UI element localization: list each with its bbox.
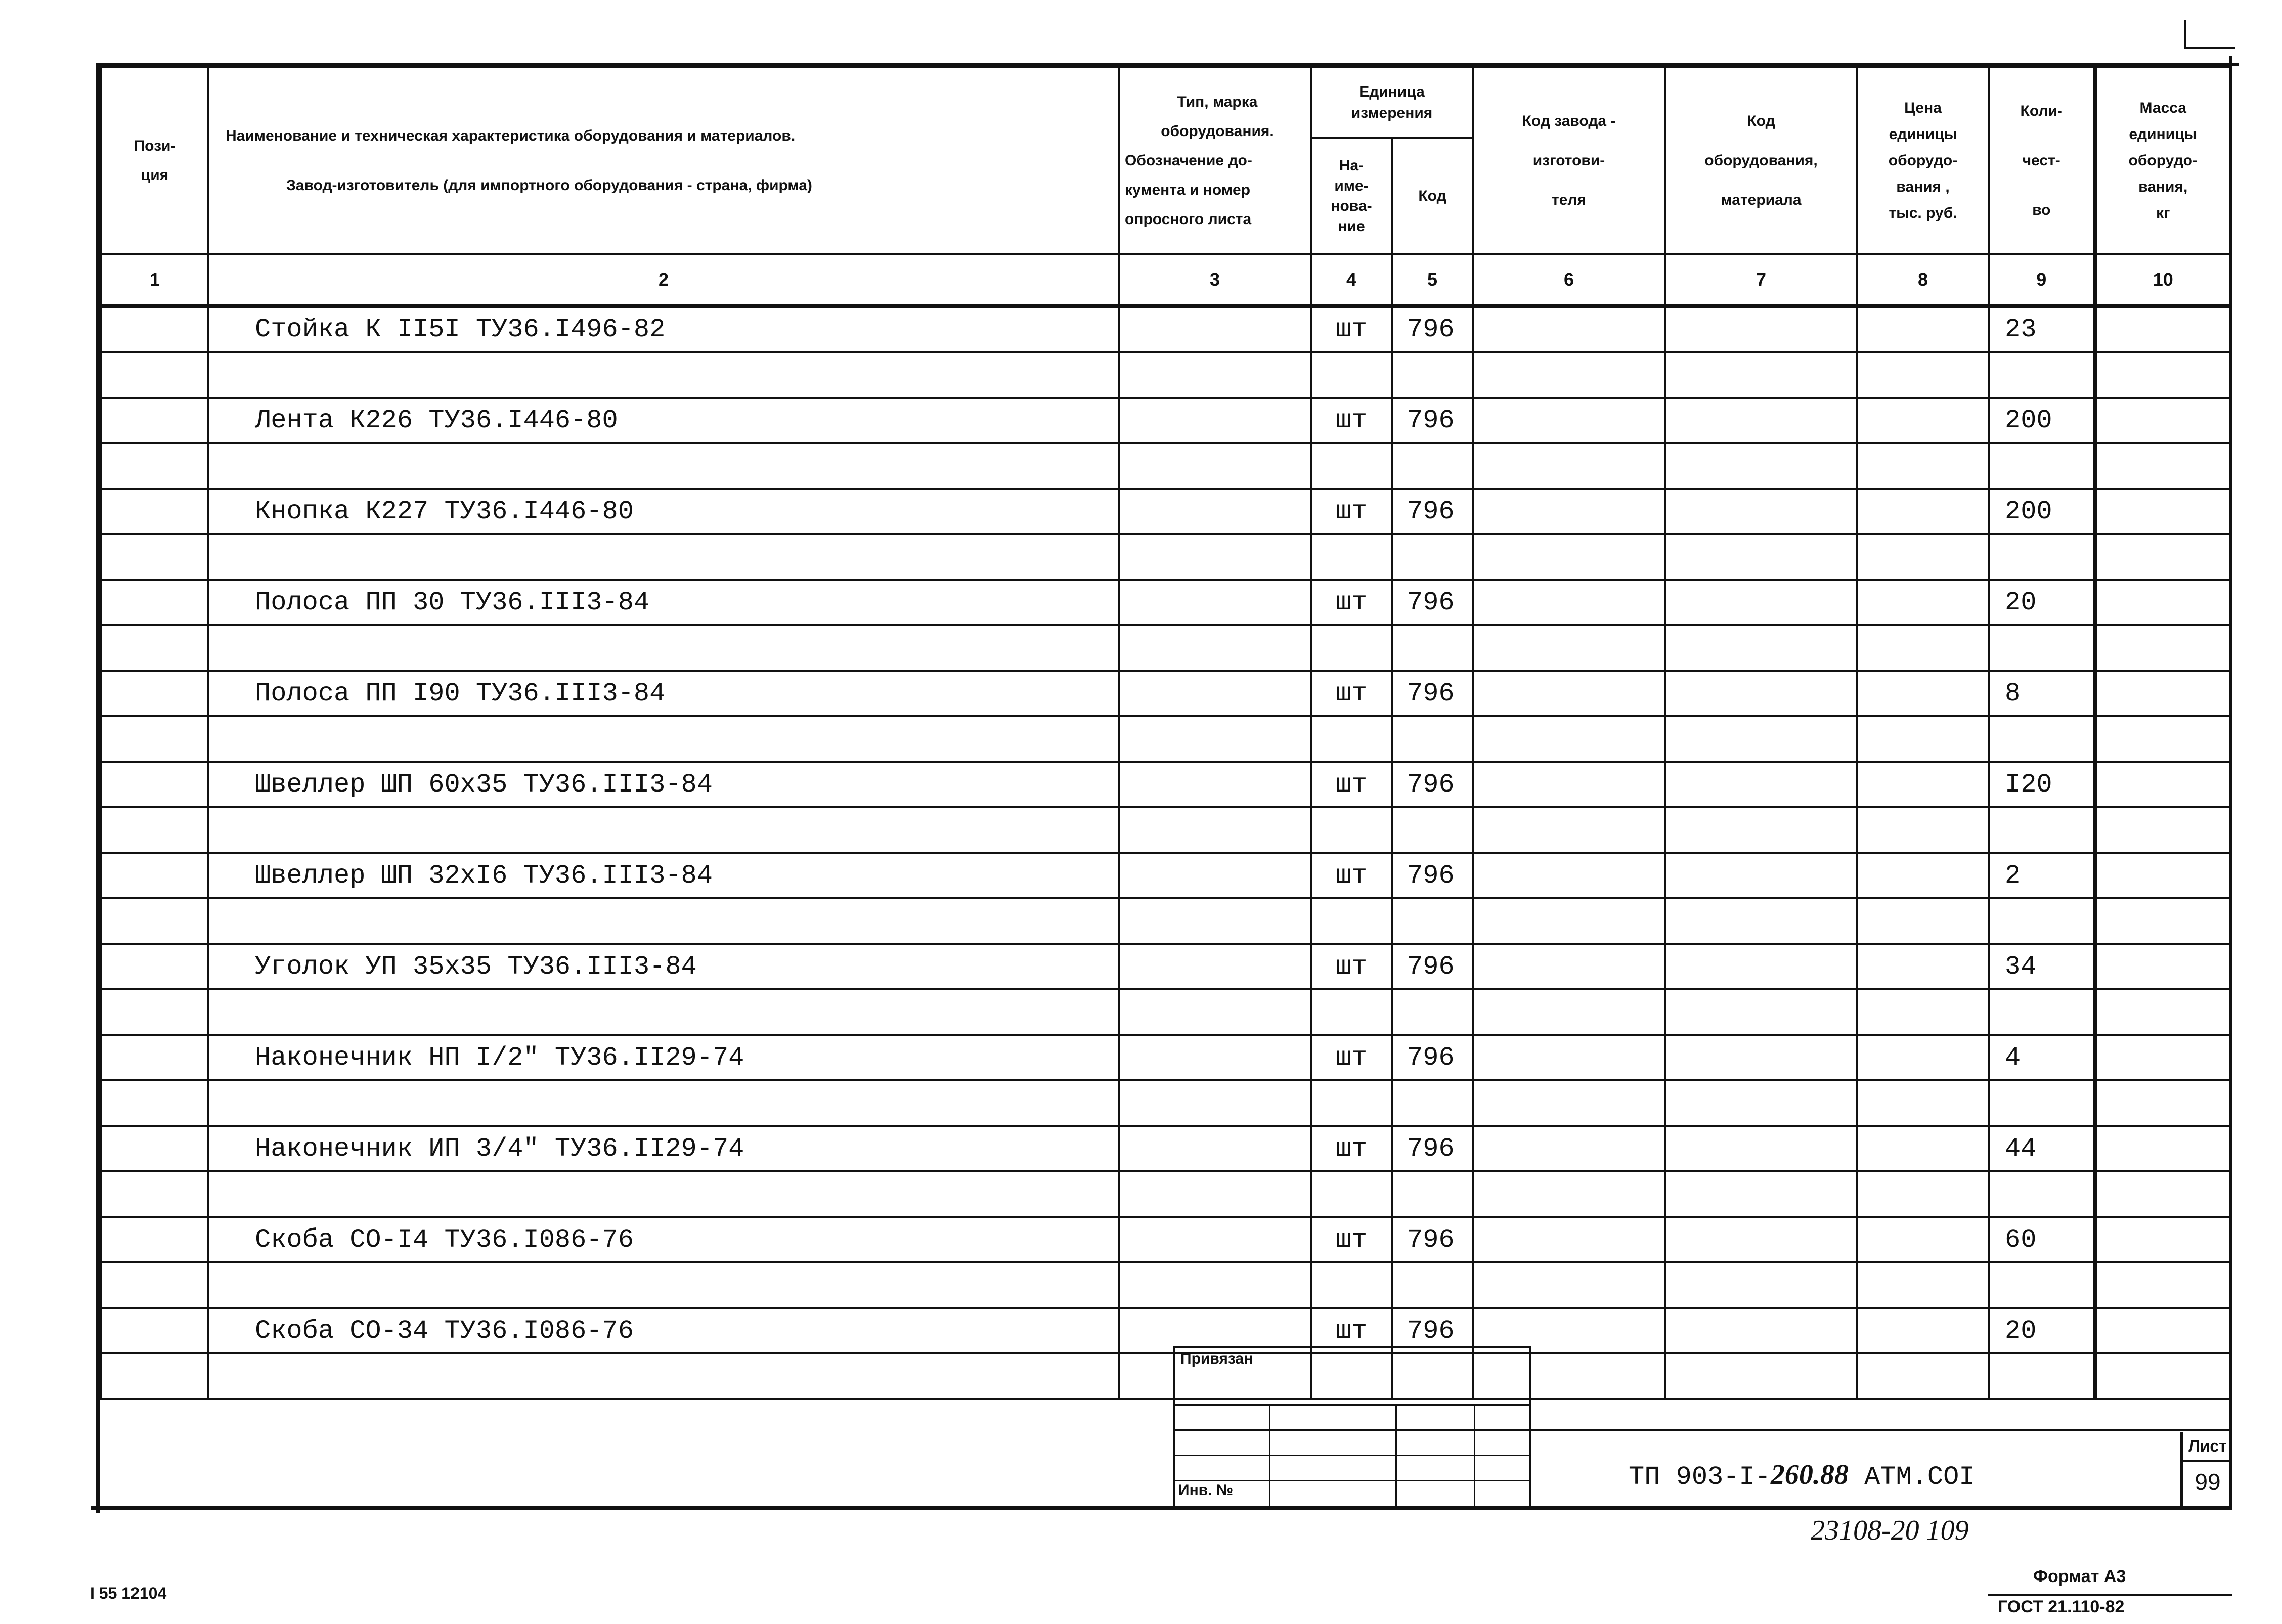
sheet-number: 99 (2195, 1469, 2221, 1495)
table-row (101, 853, 2230, 898)
sheet-label: Лист (2183, 1432, 2232, 1462)
spacer-row (101, 989, 2230, 1035)
table-row (101, 580, 2230, 625)
spacer-row (101, 1080, 2230, 1126)
gost-label: ГОСТ 21.110-82 (1998, 1597, 2125, 1616)
item-unit-code: 796 (1392, 853, 1473, 898)
spacer-row (101, 625, 2230, 671)
item-unit-code: 796 (1392, 1035, 1473, 1080)
header-position: Пози- ция (101, 67, 208, 254)
spacer-row (101, 443, 2230, 489)
item-quantity: 200 (1989, 398, 2095, 443)
item-unit: шт (1311, 762, 1392, 807)
item-unit: шт (1311, 306, 1392, 353)
table-row (101, 1217, 2230, 1262)
table-header (101, 67, 2230, 306)
stamp-inventory-label: Инв. № (1178, 1482, 1234, 1499)
title-block-line (1527, 1429, 2232, 1431)
header-price: Цена единицы оборудо- вания , тыс. руб. (1857, 67, 1989, 254)
item-quantity: 60 (1989, 1217, 2095, 1262)
format-label: Формат А3 (2033, 1567, 2126, 1586)
table-row (101, 489, 2230, 534)
column-number-row: 1 2 3 4 5 6 7 8 9 10 (101, 254, 2230, 306)
stamp-attached-label: Привязан (1180, 1350, 1253, 1367)
item-quantity: 44 (1989, 1126, 2095, 1171)
item-unit: шт (1311, 671, 1392, 716)
item-unit: шт (1311, 1217, 1392, 1262)
item-quantity: 20 (1989, 580, 2095, 625)
item-quantity: 4 (1989, 1035, 2095, 1080)
item-name: Швеллер ШП 32хI6 ТУ36.III3-84 (208, 853, 1119, 898)
spacer-row (101, 716, 2230, 762)
item-name: Уголок УП 35х35 ТУ36.III3-84 (208, 944, 1119, 989)
item-name: Скоба СО-34 ТУ36.I086-76 (208, 1308, 1119, 1353)
item-unit-code: 796 (1392, 671, 1473, 716)
spacer-row (101, 1262, 2230, 1308)
specification-table (100, 66, 2231, 1400)
item-unit: шт (1311, 398, 1392, 443)
item-name: Стойка К II5I ТУ36.I496-82 (208, 306, 1119, 353)
item-unit-code: 796 (1392, 398, 1473, 443)
spacer-row (101, 1171, 2230, 1217)
spacer-row (101, 1353, 2230, 1399)
item-unit-code: 796 (1392, 762, 1473, 807)
archive-number: I 55 12104 (90, 1584, 167, 1602)
spacer-row (101, 898, 2230, 944)
item-quantity: 2 (1989, 853, 2095, 898)
header-unit-name: На- име- нова- ние (1311, 138, 1392, 254)
handwritten-inventory-note: 23108-20 109 (1811, 1515, 1969, 1546)
corner-mark (2184, 20, 2235, 49)
item-name: Наконечник ИП 3/4" ТУ36.II29-74 (208, 1126, 1119, 1171)
spacer-row (101, 352, 2230, 398)
table-row (101, 306, 2230, 353)
item-name: Лента К226 ТУ36.I446-80 (208, 398, 1119, 443)
item-quantity: 23 (1989, 306, 2095, 353)
table-row (101, 1035, 2230, 1080)
header-name: Наименование и техническая характеристика оборудования и материалов. Завод-изготовитель (для импортного оборудования - страна, фирма) (208, 67, 1119, 254)
item-unit-code: 796 (1392, 489, 1473, 534)
item-quantity: 34 (1989, 944, 2095, 989)
header-unit-code: Код (1392, 138, 1473, 254)
header-type: Тип, марка оборудования. Обозначение до- кумента и номер опросного листа (1119, 67, 1311, 254)
item-name: Наконечник НП I/2" ТУ36.II29-74 (208, 1035, 1119, 1080)
item-unit: шт (1311, 1035, 1392, 1080)
item-unit: шт (1311, 1308, 1392, 1353)
item-name: Скоба СО-I4 ТУ36.I086-76 (208, 1217, 1119, 1262)
item-unit-code: 796 (1392, 306, 1473, 353)
header-quantity: Коли- чест- во (1989, 67, 2095, 254)
header-mass: Масса единицы оборудо- вания, кг (2095, 67, 2230, 254)
item-quantity: I20 (1989, 762, 2095, 807)
header-equipment-code: Код оборудования, материала (1665, 67, 1857, 254)
sheet-number-box (2180, 1432, 2232, 1506)
item-unit: шт (1311, 1126, 1392, 1171)
item-unit: шт (1311, 853, 1392, 898)
item-unit-code: 796 (1392, 944, 1473, 989)
header-manufacturer-code: Код завода - изготови- теля (1473, 67, 1665, 254)
item-unit-code: 796 (1392, 1308, 1473, 1353)
item-name: Полоса ПП I90 ТУ36.III3-84 (208, 671, 1119, 716)
document-designation: ТП 903-I-260.88 АТМ.COI (1629, 1459, 1975, 1492)
table-row (101, 671, 2230, 716)
table-row (101, 762, 2230, 807)
item-unit: шт (1311, 489, 1392, 534)
item-unit: шт (1311, 944, 1392, 989)
table-row (101, 944, 2230, 989)
item-unit-code: 796 (1392, 1126, 1473, 1171)
item-unit-code: 796 (1392, 1217, 1473, 1262)
item-unit-code: 796 (1392, 580, 1473, 625)
item-quantity: 200 (1989, 489, 2095, 534)
item-name: Кнопка К227 ТУ36.I446-80 (208, 489, 1119, 534)
item-name: Полоса ПП 30 ТУ36.III3-84 (208, 580, 1119, 625)
spacer-row (101, 807, 2230, 853)
item-unit: шт (1311, 580, 1392, 625)
frame-bottom-edge (91, 1506, 2232, 1510)
header-unit-group: Единица измерения (1311, 67, 1473, 138)
table-row (101, 1308, 2230, 1353)
item-name: Швеллер ШП 60х35 ТУ36.III3-84 (208, 762, 1119, 807)
table-body (101, 306, 2230, 1399)
spacer-row (101, 534, 2230, 580)
item-quantity: 20 (1989, 1308, 2095, 1353)
table-row (101, 1126, 2230, 1171)
item-quantity: 8 (1989, 671, 2095, 716)
table-row (101, 398, 2230, 443)
